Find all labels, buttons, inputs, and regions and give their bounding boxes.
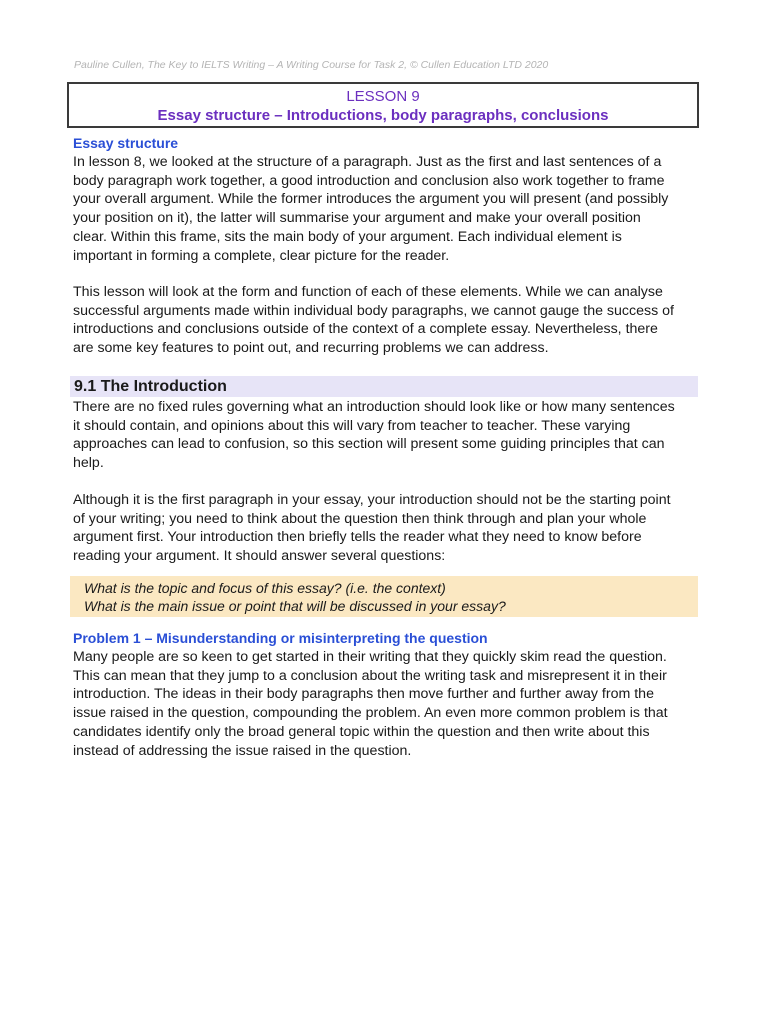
text-line: body paragraph work together, a good introduction and conclusion also work together to frame [73, 172, 665, 189]
lesson-title-box [67, 82, 699, 128]
text-line: your overall argument. While the former introduces the argument you will present (and possibly [73, 191, 669, 208]
text-line: Although it is the first paragraph in your essay, your introduction should not be the starting point [73, 492, 671, 508]
text-line: it should contain, and opinions about this will vary from teacher to teacher. These varying [73, 417, 631, 434]
text-line: reading your argument. It should answer several questions: [73, 548, 446, 565]
essay-structure-heading: Essay structure [73, 135, 179, 151]
text-line: candidates identify only the broad general topic within the question and then write about this [73, 723, 650, 740]
text-line: argument first. Your introduction then briefly tells the reader what they need to know before [73, 529, 642, 546]
introduction-heading-text: 9.1 The Introduction [74, 378, 227, 395]
text-line: There are no fixed rules governing what an introduction should look like or how many sentences [73, 399, 675, 415]
text-line: introductions and conclusions outside of the context of a complete essay. Nevertheless, there [73, 321, 658, 338]
text-line: Many people are so keen to get started in their writing that they quickly skim read the question. [73, 649, 667, 665]
text-line: are some key features to point out, and recurring problems we can address. [73, 340, 549, 357]
essay-structure-paragraph-2 [73, 283, 703, 358]
text-line: This can mean that they jump to a conclusion about the writing task and misrepresent it in their [73, 667, 667, 684]
text-line: approaches can lead to confusion, so this section will present some guiding principles that can [73, 436, 665, 453]
introduction-paragraph-1 [73, 398, 703, 473]
callout-question: What is the main issue or point that will be discussed in your essay? [84, 598, 506, 614]
text-line: important in forming a complete, clear picture for the reader. [73, 247, 450, 264]
text-line: clear. Within this frame, sits the main body of your argument. Each individual element is [73, 228, 622, 245]
text-line: introduction. The ideas in their body paragraphs then move further and further away from the [73, 686, 654, 703]
text-line: instead of addressing the issue raised in the question. [73, 742, 412, 759]
introduction-section-heading [70, 376, 698, 397]
text-line: issue raised in the question, compounding the problem. An even more common problem is that [73, 705, 668, 722]
running-header: Pauline Cullen, The Key to IELTS Writing – A Writing Course for Task 2, © Cullen Education LTD 2020 [74, 59, 549, 71]
introduction-paragraph-2 [73, 491, 703, 566]
text-line: your position on it), the latter will summarise your argument and make your overall position [73, 210, 641, 227]
text-line: successful arguments made within individual body paragraphs, we cannot gauge the success of [73, 302, 674, 319]
essay-structure-paragraph-1 [73, 153, 703, 265]
problem-1-heading: Problem 1 – Misunderstanding or misinterpreting the question [73, 630, 488, 646]
text-line: In lesson 8, we looked at the structure of a paragraph. Just as the first and last sentences of a [73, 154, 662, 170]
text-line: This lesson will look at the form and function of each of these elements. While we can analyse [73, 284, 663, 300]
introduction-questions-callout [70, 576, 698, 617]
text-line: of your writing; you need to think about the question then think through and plan your whole [73, 510, 647, 527]
lesson-number: LESSON 9 [346, 88, 420, 105]
lesson-title: Essay structure – Introductions, body paragraphs, conclusions [157, 107, 609, 124]
callout-question: What is the topic and focus of this essay? (i.e. the context) [84, 580, 446, 596]
text-line: help. [73, 455, 104, 472]
problem-1-paragraph [73, 648, 703, 760]
